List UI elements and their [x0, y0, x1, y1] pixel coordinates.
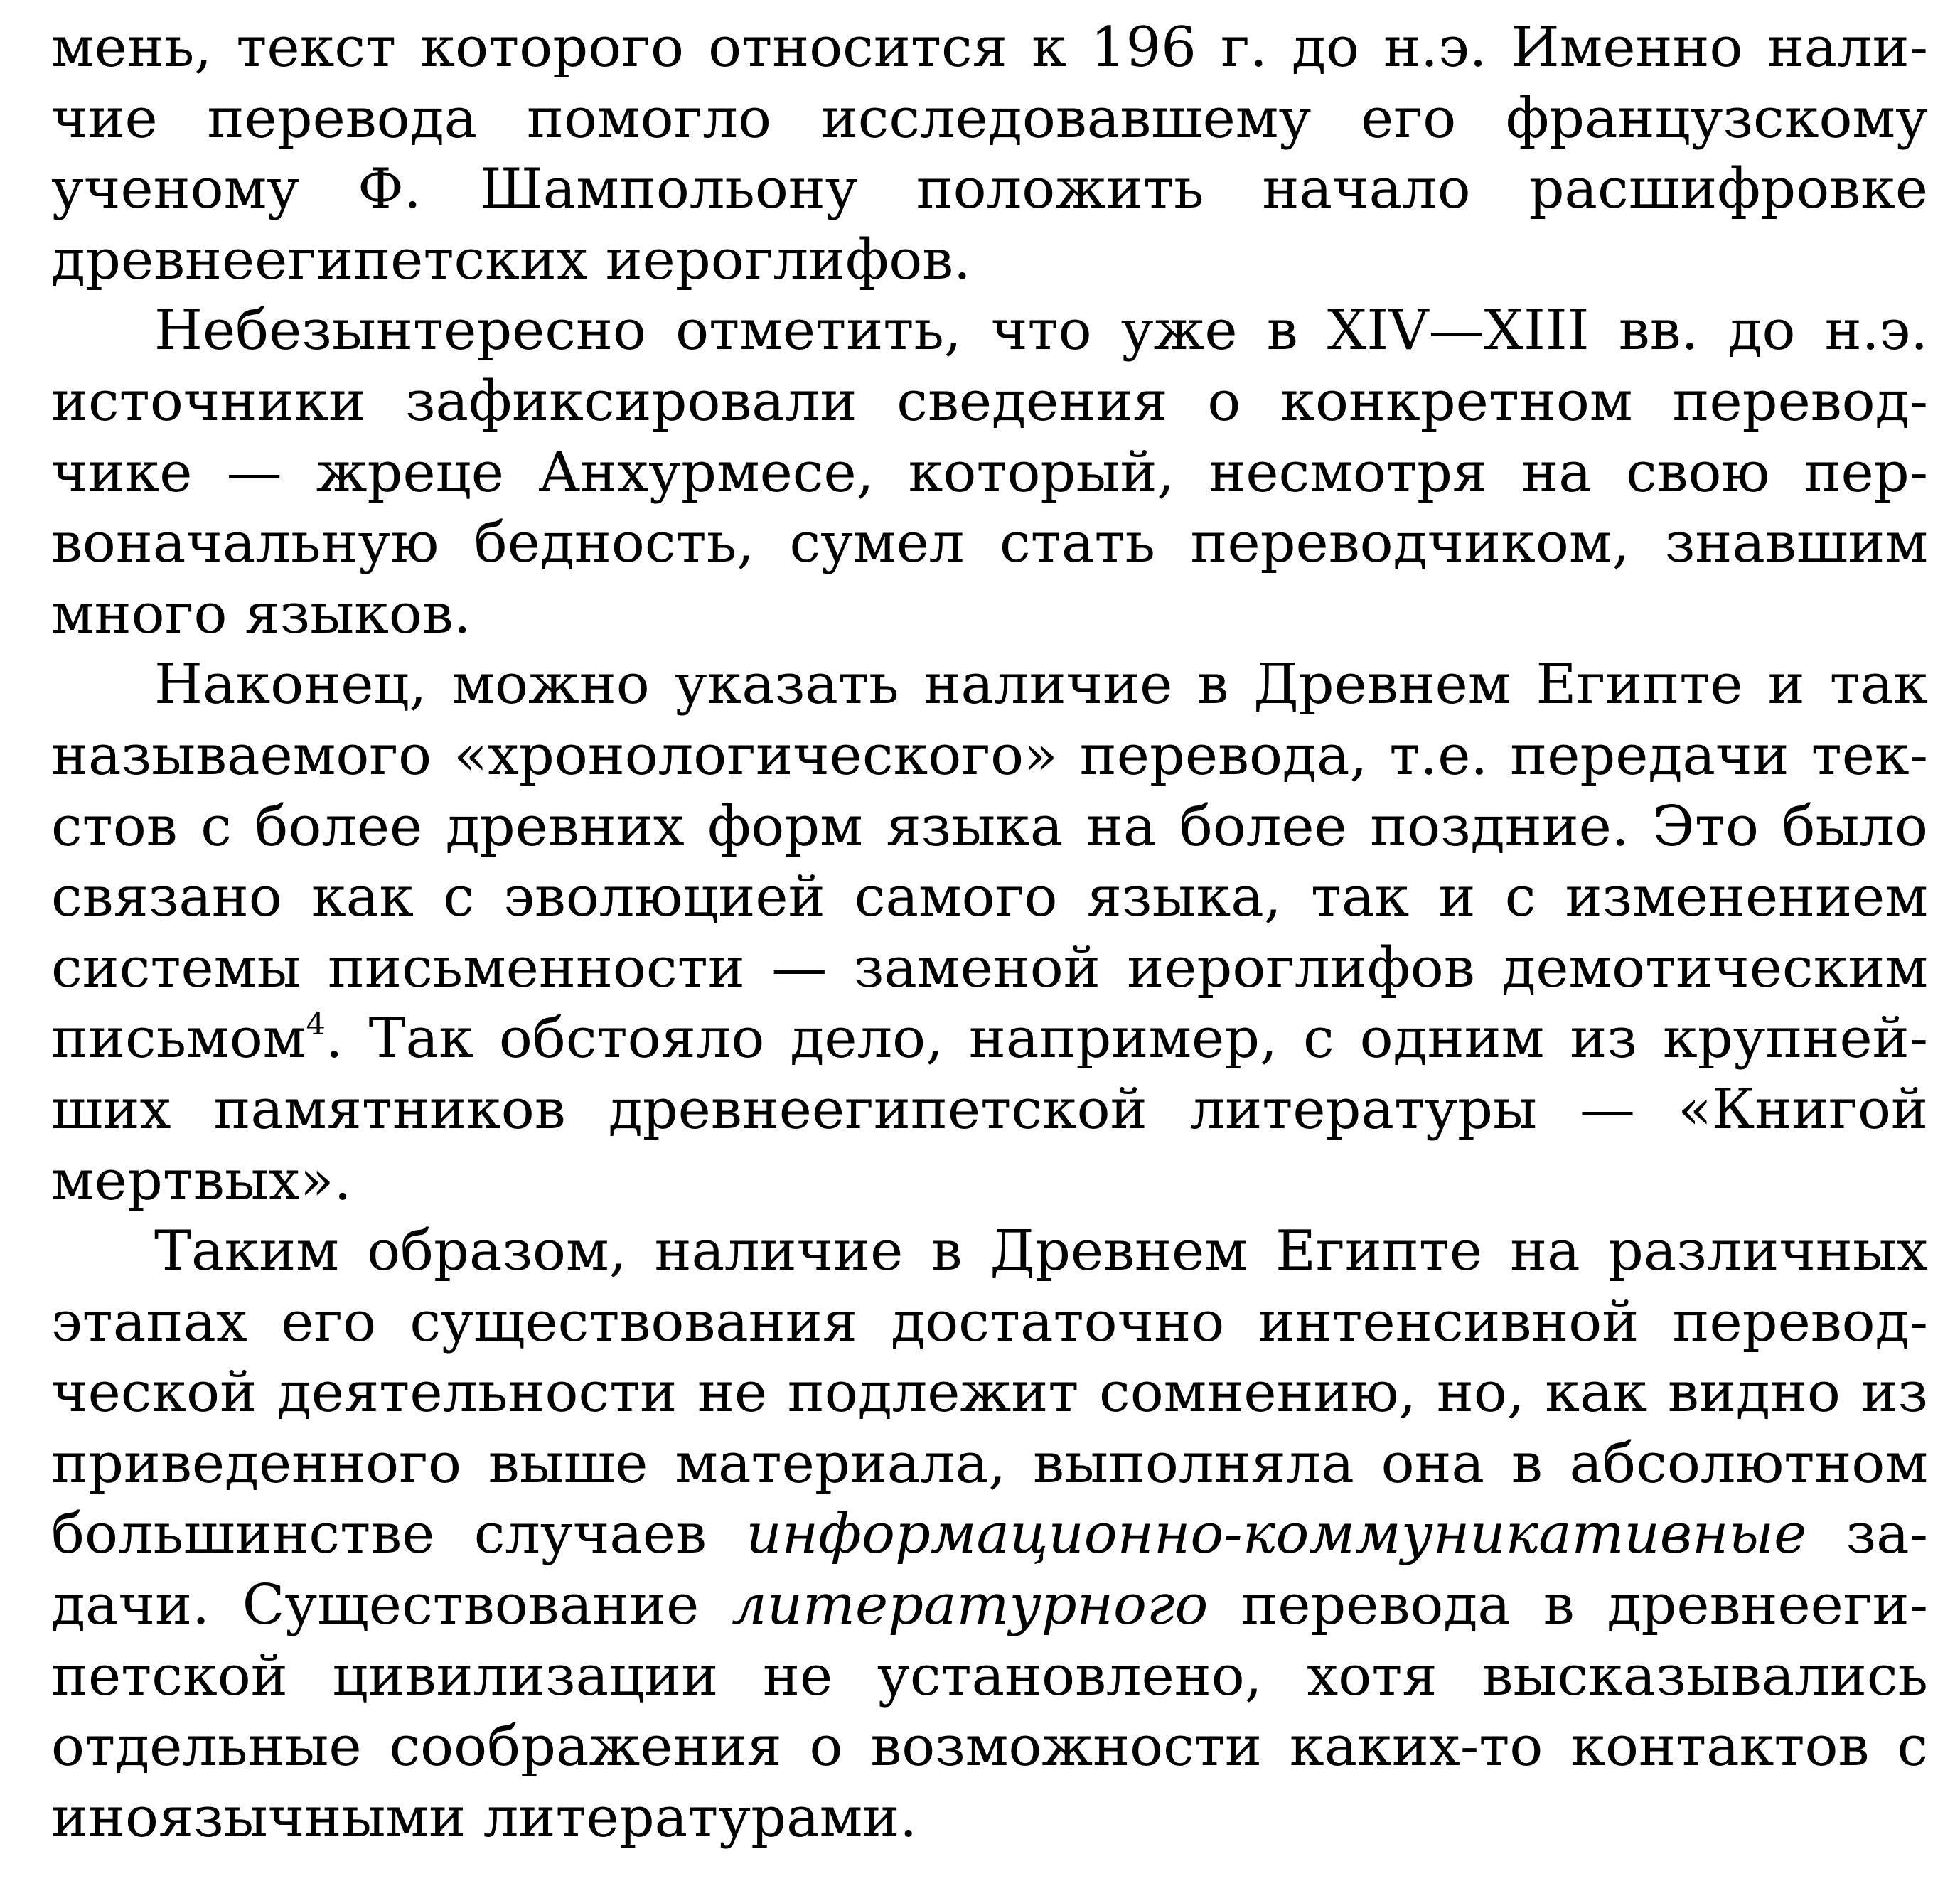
text-segment: за-	[1806, 1502, 1928, 1567]
text-line: чике — жреце Анхурмесе, который, несмотря на свою пер-	[51, 440, 1928, 505]
text-line: Наконец, можно указать наличие в Древнем Египте и так	[154, 653, 1928, 717]
text-line: Небезынтересно отметить, что уже в XIV—XIII вв. до н.э.	[154, 299, 1928, 363]
text-line: отдельные соображения о возможности каких-то контактов с	[51, 1715, 1928, 1779]
text-line: древнеегипетских иероглифов.	[51, 227, 971, 292]
text-line-with-footnote	[51, 1004, 1928, 1075]
italic-term: литературного	[732, 1573, 1209, 1638]
text-segment: перевода в древнееги-	[1208, 1573, 1929, 1638]
text-line: мертвых».	[51, 1148, 352, 1213]
text-line: много языков.	[51, 582, 471, 646]
text-segment: письмом	[51, 1007, 306, 1071]
text-line: Таким образом, наличие в Древнем Египте на различных	[154, 1219, 1928, 1284]
paragraph-1	[51, 13, 1928, 296]
text-line: иноязычными литературами.	[51, 1785, 918, 1850]
paragraph-3	[51, 650, 1928, 1216]
paragraph-2	[51, 296, 1928, 650]
text-line: связано как с эволюцией самого языка, так и с изменением	[51, 865, 1928, 930]
footnote-mark: 4	[306, 1007, 326, 1043]
text-line: источники зафиксировали сведения о конкретном перевод-	[51, 369, 1928, 434]
text-line-with-italic	[51, 1499, 1928, 1570]
text-line: чие перевода помогло исследовавшему его французскому	[51, 86, 1928, 151]
text-line-with-italic	[51, 1570, 1928, 1641]
paragraph-4	[51, 1216, 1928, 1853]
text-line: мень, текст которого относится к 196 г. до н.э. Именно нали-	[51, 16, 1928, 80]
text-line: ческой деятельности не подлежит сомнению, но, как видно из	[51, 1361, 1928, 1425]
text-segment: дачи. Существование	[51, 1573, 732, 1638]
text-segment: . Так обстояло дело, например, с одним из крупней-	[325, 1007, 1928, 1071]
italic-term: информационно-коммуникативные	[746, 1502, 1807, 1567]
document-page	[51, 13, 1928, 1853]
text-line: воначальную бедность, сумел стать переводчиком, знавшим	[51, 511, 1928, 576]
text-line: называемого «хронологического» перевода, т.е. передачи тек-	[51, 723, 1928, 788]
text-line: петской цивилизации не установлено, хотя высказывались	[51, 1644, 1928, 1708]
text-segment: большинстве случаев	[51, 1502, 746, 1567]
text-line: ших памятников древнеегипетской литературы — «Книгой	[51, 1077, 1928, 1142]
text-line: системы письменности — заменой иероглифов демотическим	[51, 936, 1928, 1000]
text-line: ученому Ф. Шампольону положить начало расшифровке	[51, 157, 1928, 222]
text-line: этапах его существования достаточно интенсивной перевод-	[51, 1290, 1928, 1354]
text-line: стов с более древних форм языка на более поздние. Это было	[51, 794, 1928, 859]
text-line: приведенного выше материала, выполняла она в абсолютном	[51, 1431, 1928, 1496]
